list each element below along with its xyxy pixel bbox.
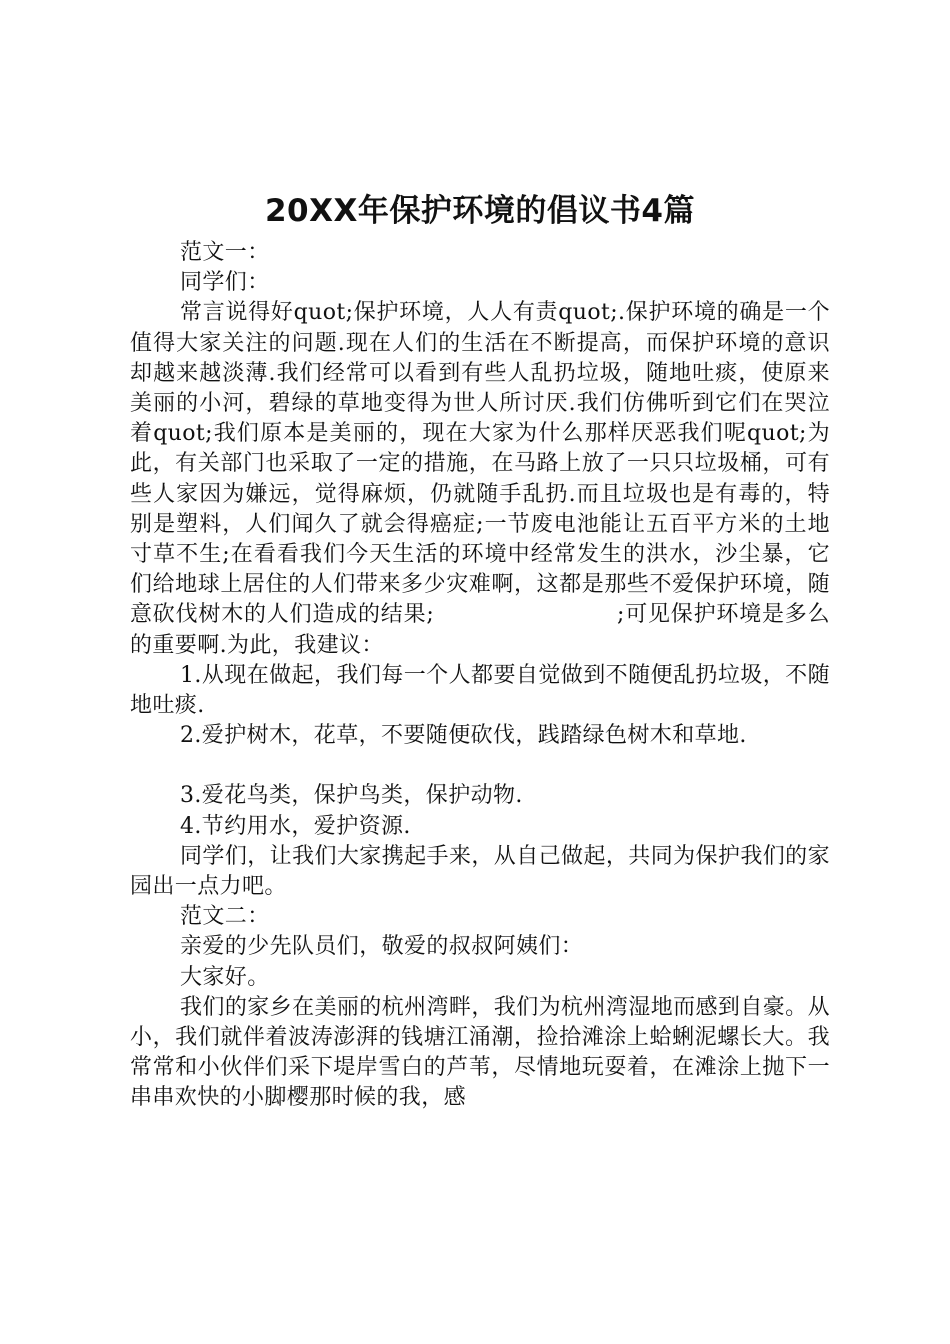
document-page (130, 186, 830, 1114)
section-heading-1: 范文一： (180, 240, 270, 265)
salutation-1: 同学们： (180, 270, 270, 296)
suggestion-item-1: 1.从现在做起，我们每一个人都要自觉做到不随便乱扔垃圾，不随地吐痰. (130, 662, 830, 719)
closing-paragraph-1: 同学们，让我们大家携起手来，从自己做起，共同为保护我们的家园出一点力吧。 (130, 843, 830, 900)
suggestion-item-3: 3.爱花鸟类，保护鸟类，保护动物. (180, 783, 523, 809)
suggestion-item-4: 4.节约用水，爱护资源. (180, 813, 411, 839)
greeting-2: 大家好。 (180, 964, 270, 990)
document-title: 20XX年保护环境的倡议书4篇 (264, 193, 695, 229)
body-paragraph-1: 常言说得好quot;保护环境，人人有责quot;.保护环境的确是一个值得大家关注的问题.现在人们的生活在不断提高，而保护环境的意识却越来越淡薄.我们经常可以看到有些人乱扔垃圾，随地吐痰，使原来美丽的小河，碧绿的草地变得为世人所讨厌.我们仿佛听到它们在哭泣着quot;我们原本是美丽的，现在大家为什么那样厌恶我们呢quot;为此，有关部门也采取了一定的措施，在马路上放了一只只垃圾桶，可有些人家因为嫌远，觉得麻烦，仍就随手乱扔.而且垃圾也是有毒的，特别是塑料，人们闻久了就会得癌症;一节废电池能让五百平方米的土地寸草不生;在看看我们今天生活的环境中经常发生的洪水，沙尘暴，它们给地球上居住的人们带来多少灾难啊，这都是那些不爱保护环境，随意砍伐树木的人们造成的结果; ;可见保护环境是多么的重要啊.为此，我建议： (130, 300, 830, 658)
suggestion-item-2: 2.爱护树木，花草，不要随便砍伐，践踏绿色树木和草地. (180, 723, 747, 749)
section-heading-2: 范文二： (180, 904, 270, 930)
salutation-2: 亲爱的少先队员们，敬爱的叔叔阿姨们： (180, 934, 584, 960)
body-paragraph-2: 我们的家乡在美丽的杭州湾畔，我们为杭州湾湿地而感到自豪。从小，我们就伴着波涛澎湃的钱塘江涌潮，捡拾滩涂上蛤蜊泥螺长大。我常常和小伙伴们采下堤岸雪白的芦苇，尽情地玩耍着，在滩涂上抛下一串串欢快的小脚樱那时候的我，感 (130, 994, 830, 1111)
